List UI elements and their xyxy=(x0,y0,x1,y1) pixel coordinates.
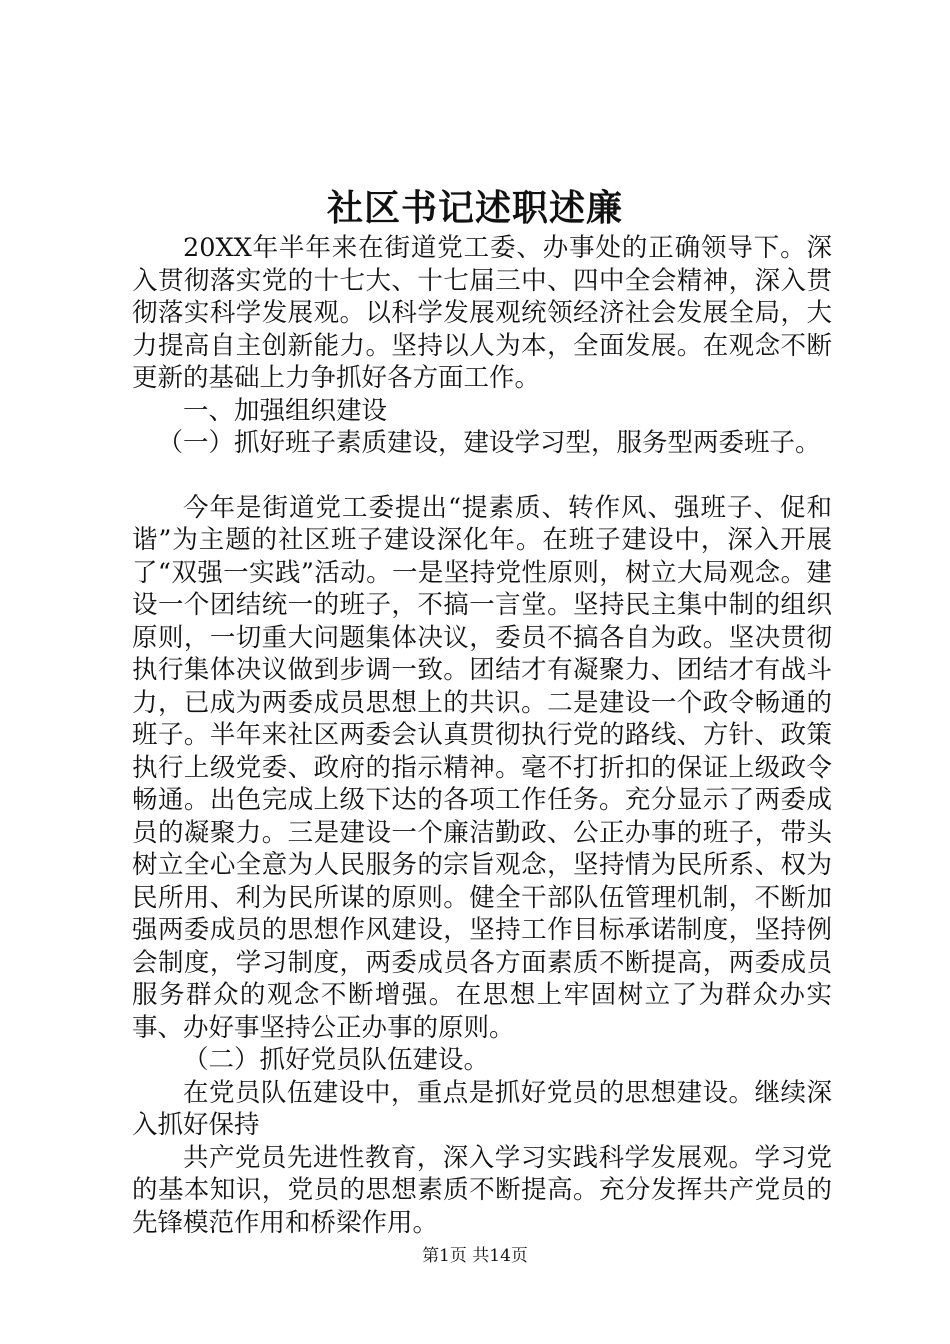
paragraph-team-building: 今年是街道党工委提出“提素质、转作风、强班子、促和谐”为主题的社区班子建设深化年。在班子建设中，深入开展了“双强一实践”活动。一是坚持党性原则，树立大局观念。建设一个团结统一的班子，不搞一言堂。坚持民主集中制的组织原则，一切重大问题集体决议，委员不搞各自为政。坚决贯彻执行集体决议做到步调一致。团结才有凝聚力、团结才有战斗力，已成为两委成员思想上的共识。二是建设一个政令畅通的班子。半年来社区两委会认真贯彻执行党的路线、方针、政策执行上级党委、政府的指示精神。毫不打折扣的保证上级政令畅通。出色完成上级下达的各项工作任务。充分显示了两委成员的凝聚力。三是建设一个廉洁勤政、公正办事的班子，带头树立全心全意为人民服务的宗旨观念，坚持情为民所系、权为民所用、利为民所谋的原则。健全干部队伍管理机制，不断加强两委成员的思想作风建设，坚持工作目标承诺制度，坚持例会制度，学习制度，两委成员各方面素质不断提高，两委成员服务群众的观念不断增强。在思想上牢固树立了为群众办实事、办好事坚持公正办事的原则。 xyxy=(132,492,832,1043)
paragraph-education: 共产党员先进性教育，深入学习实践科学发展观。学习党的基本知识，党员的思想素质不断提高。充分发挥共产党员的先锋模范作用和桥梁作用。 xyxy=(132,1142,832,1238)
document-body xyxy=(132,232,832,1239)
subsection-heading-2: （二）抓好党员队伍建设。 xyxy=(183,1045,490,1075)
document-title: 社区书记述职述廉 xyxy=(326,187,623,229)
paragraph-party-members: 在党员队伍建设中，重点是抓好党员的思想建设。继续深入抓好保持 xyxy=(132,1077,832,1140)
paragraph-intro: 20XX年半年来在街道党工委、办事处的正确领导下。深入贯彻落实党的十七大、十七届三中、四中全会精神，深入贯彻落实科学发展观。以科学发展观统领经济社会发展全局，大力提高自主创新能力。坚持以人为本，全面发展。在观念不断更新的基础上力争抓好各方面工作。 xyxy=(132,233,832,393)
paragraph-gap xyxy=(132,460,832,492)
section-heading: 一、加强组织建设 xyxy=(183,395,388,426)
page-number: 第1页 共14页 xyxy=(422,1246,528,1266)
subsection-heading-1: （一）抓好班子素质建设，建设学习型，服务型两委班子。 xyxy=(157,428,821,458)
